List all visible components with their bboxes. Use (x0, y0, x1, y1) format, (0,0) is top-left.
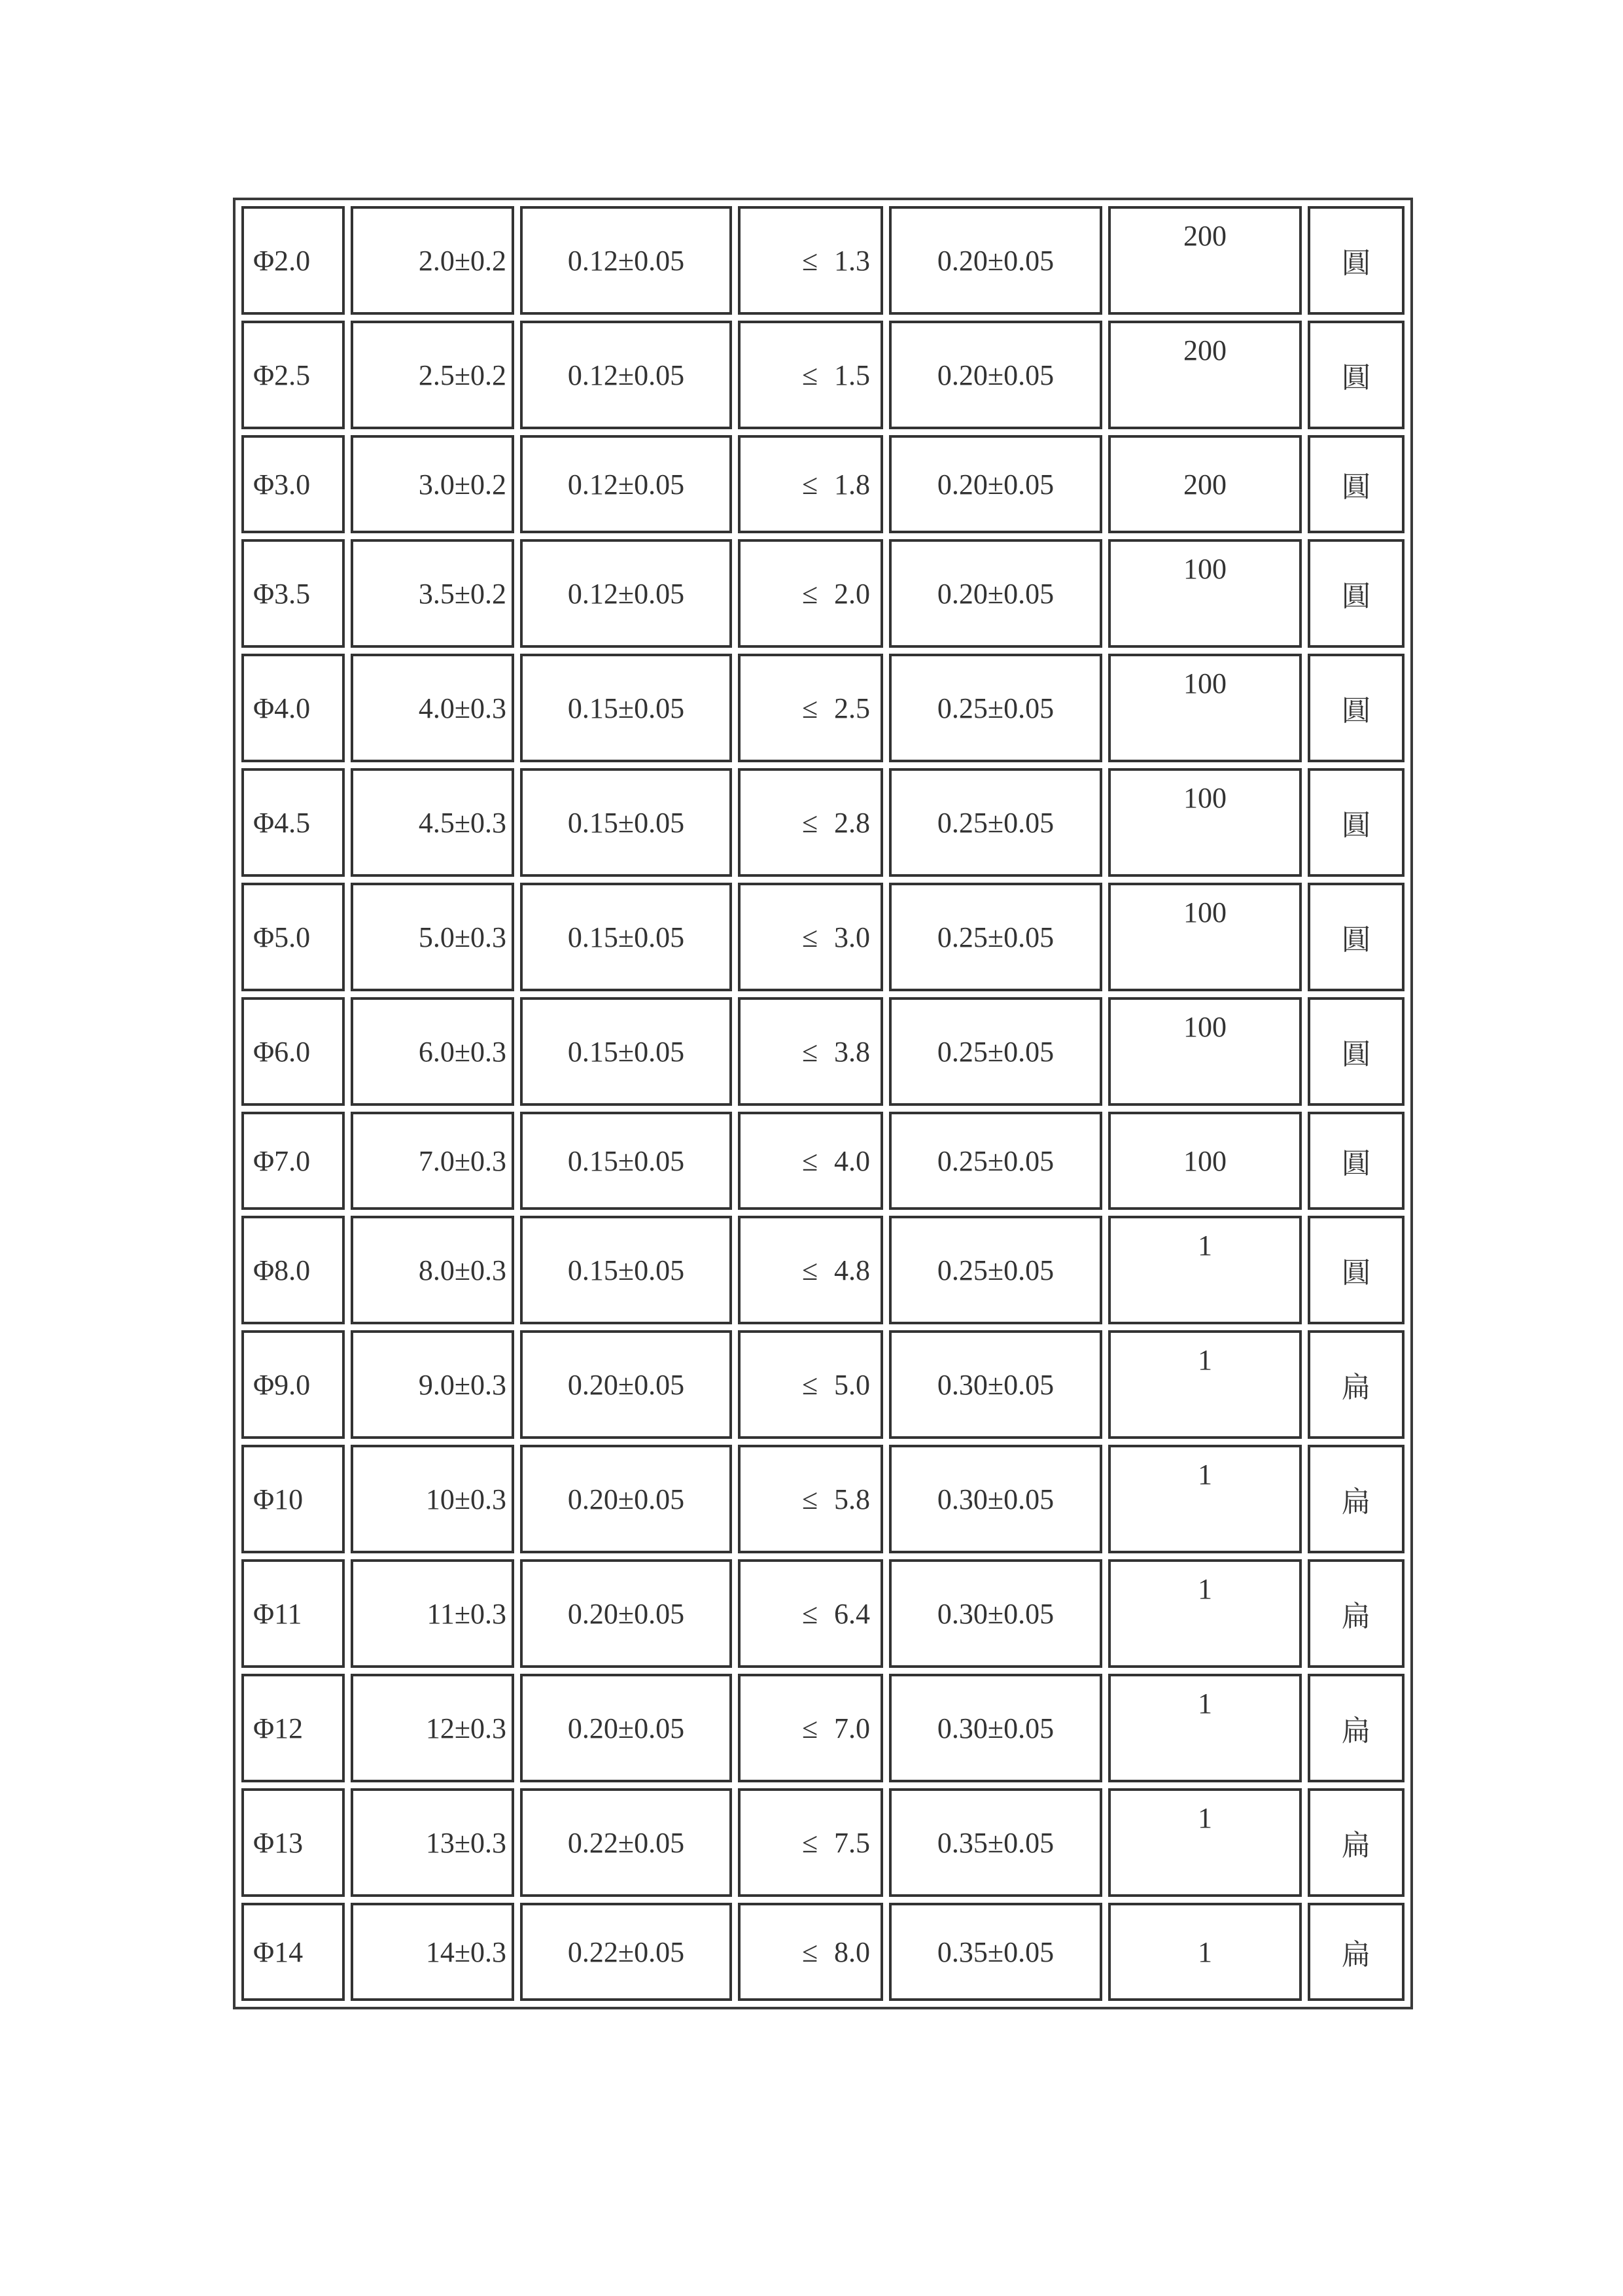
cell-max-value: ≤ 6.4 (738, 1559, 883, 1668)
cell-max-value: ≤ 1.5 (738, 321, 883, 429)
cell-size: Φ2.0 (241, 206, 345, 315)
cell-diameter-tolerance: 6.0±0.3 (351, 997, 514, 1106)
cell-max-value: ≤ 4.0 (738, 1112, 883, 1210)
cell-max-value: ≤ 1.3 (738, 206, 883, 315)
cell-size: Φ3.5 (241, 539, 345, 648)
cell-size: Φ9.0 (241, 1330, 345, 1439)
cell-size: Φ3.0 (241, 435, 345, 533)
cell-size: Φ8.0 (241, 1216, 345, 1324)
cell-quantity: 1 (1108, 1559, 1302, 1668)
table-row (241, 1330, 1405, 1439)
cell-shape: 圓 (1308, 997, 1405, 1106)
cell-size: Φ4.0 (241, 654, 345, 762)
table-row (241, 1788, 1405, 1897)
cell-shape: 圓 (1308, 883, 1405, 991)
cell-max-value: ≤ 8.0 (738, 1903, 883, 2001)
table-row (241, 435, 1405, 533)
table-row (241, 539, 1405, 648)
cell-max-value: ≤ 2.8 (738, 768, 883, 877)
cell-thickness-tolerance: 0.20±0.05 (520, 1559, 732, 1668)
table-row (241, 883, 1405, 991)
cell-quantity: 1 (1108, 1330, 1302, 1439)
cell-size: Φ2.5 (241, 321, 345, 429)
table-row (241, 1445, 1405, 1553)
cell-size: Φ7.0 (241, 1112, 345, 1210)
cell-quantity: 100 (1108, 997, 1302, 1106)
cell-thickness-tolerance: 0.15±0.05 (520, 654, 732, 762)
cell-diameter-tolerance: 5.0±0.3 (351, 883, 514, 991)
cell-diameter-tolerance: 11±0.3 (351, 1559, 514, 1668)
cell-size: Φ12 (241, 1674, 345, 1782)
cell-shape: 圓 (1308, 435, 1405, 533)
cell-max-value: ≤ 2.5 (738, 654, 883, 762)
cell-diameter-tolerance: 7.0±0.3 (351, 1112, 514, 1210)
cell-thickness-tolerance: 0.12±0.05 (520, 321, 732, 429)
cell-secondary-tolerance: 0.35±0.05 (889, 1903, 1102, 2001)
cell-thickness-tolerance: 0.12±0.05 (520, 435, 732, 533)
cell-thickness-tolerance: 0.15±0.05 (520, 883, 732, 991)
cell-max-value: ≤ 5.0 (738, 1330, 883, 1439)
cell-size: Φ14 (241, 1903, 345, 2001)
cell-diameter-tolerance: 8.0±0.3 (351, 1216, 514, 1324)
cell-thickness-tolerance: 0.15±0.05 (520, 997, 732, 1106)
table-row (241, 1216, 1405, 1324)
table-row (241, 206, 1405, 315)
cell-shape: 圓 (1308, 654, 1405, 762)
spec-table-body (241, 206, 1405, 2001)
cell-secondary-tolerance: 0.30±0.05 (889, 1330, 1102, 1439)
cell-shape: 圓 (1308, 539, 1405, 648)
spec-table (233, 198, 1413, 2009)
cell-diameter-tolerance: 2.5±0.2 (351, 321, 514, 429)
cell-diameter-tolerance: 9.0±0.3 (351, 1330, 514, 1439)
cell-shape: 圓 (1308, 206, 1405, 315)
cell-size: Φ10 (241, 1445, 345, 1553)
cell-secondary-tolerance: 0.30±0.05 (889, 1674, 1102, 1782)
cell-size: Φ5.0 (241, 883, 345, 991)
cell-secondary-tolerance: 0.25±0.05 (889, 654, 1102, 762)
cell-quantity: 200 (1108, 435, 1302, 533)
cell-secondary-tolerance: 0.30±0.05 (889, 1445, 1102, 1553)
cell-shape: 圓 (1308, 321, 1405, 429)
cell-size: Φ4.5 (241, 768, 345, 877)
cell-diameter-tolerance: 10±0.3 (351, 1445, 514, 1553)
cell-thickness-tolerance: 0.12±0.05 (520, 539, 732, 648)
cell-quantity: 100 (1108, 1112, 1302, 1210)
cell-quantity: 100 (1108, 883, 1302, 991)
cell-max-value: ≤ 3.8 (738, 997, 883, 1106)
cell-secondary-tolerance: 0.25±0.05 (889, 1216, 1102, 1324)
cell-shape: 扁 (1308, 1330, 1405, 1439)
cell-shape: 圓 (1308, 768, 1405, 877)
cell-diameter-tolerance: 2.0±0.2 (351, 206, 514, 315)
cell-secondary-tolerance: 0.20±0.05 (889, 206, 1102, 315)
cell-thickness-tolerance: 0.20±0.05 (520, 1330, 732, 1439)
cell-quantity: 1 (1108, 1788, 1302, 1897)
cell-thickness-tolerance: 0.15±0.05 (520, 768, 732, 877)
cell-diameter-tolerance: 3.5±0.2 (351, 539, 514, 648)
cell-quantity: 200 (1108, 206, 1302, 315)
cell-secondary-tolerance: 0.20±0.05 (889, 435, 1102, 533)
cell-thickness-tolerance: 0.12±0.05 (520, 206, 732, 315)
cell-thickness-tolerance: 0.20±0.05 (520, 1674, 732, 1782)
cell-shape: 扁 (1308, 1559, 1405, 1668)
cell-max-value: ≤ 4.8 (738, 1216, 883, 1324)
cell-diameter-tolerance: 4.0±0.3 (351, 654, 514, 762)
table-row (241, 654, 1405, 762)
cell-secondary-tolerance: 0.25±0.05 (889, 883, 1102, 991)
cell-max-value: ≤ 2.0 (738, 539, 883, 648)
cell-size: Φ6.0 (241, 997, 345, 1106)
cell-secondary-tolerance: 0.25±0.05 (889, 997, 1102, 1106)
table-row (241, 321, 1405, 429)
cell-shape: 圓 (1308, 1112, 1405, 1210)
cell-size: Φ11 (241, 1559, 345, 1668)
cell-thickness-tolerance: 0.15±0.05 (520, 1216, 732, 1324)
table-row (241, 997, 1405, 1106)
table-row (241, 1674, 1405, 1782)
cell-quantity: 1 (1108, 1445, 1302, 1553)
cell-max-value: ≤ 5.8 (738, 1445, 883, 1553)
cell-shape: 扁 (1308, 1903, 1405, 2001)
cell-diameter-tolerance: 12±0.3 (351, 1674, 514, 1782)
table-row (241, 768, 1405, 877)
cell-max-value: ≤ 1.8 (738, 435, 883, 533)
cell-diameter-tolerance: 13±0.3 (351, 1788, 514, 1897)
table-row (241, 1559, 1405, 1668)
cell-diameter-tolerance: 14±0.3 (351, 1903, 514, 2001)
cell-diameter-tolerance: 4.5±0.3 (351, 768, 514, 877)
cell-secondary-tolerance: 0.20±0.05 (889, 539, 1102, 648)
cell-secondary-tolerance: 0.30±0.05 (889, 1559, 1102, 1668)
cell-quantity: 100 (1108, 539, 1302, 648)
cell-quantity: 100 (1108, 654, 1302, 762)
table-row (241, 1112, 1405, 1210)
table-row (241, 1903, 1405, 2001)
cell-diameter-tolerance: 3.0±0.2 (351, 435, 514, 533)
cell-quantity: 1 (1108, 1216, 1302, 1324)
cell-size: Φ13 (241, 1788, 345, 1897)
cell-quantity: 200 (1108, 321, 1302, 429)
cell-max-value: ≤ 7.5 (738, 1788, 883, 1897)
cell-shape: 圓 (1308, 1216, 1405, 1324)
cell-quantity: 100 (1108, 768, 1302, 877)
cell-shape: 扁 (1308, 1674, 1405, 1782)
cell-shape: 扁 (1308, 1788, 1405, 1897)
cell-thickness-tolerance: 0.22±0.05 (520, 1903, 732, 2001)
cell-quantity: 1 (1108, 1903, 1302, 2001)
cell-quantity: 1 (1108, 1674, 1302, 1782)
cell-secondary-tolerance: 0.35±0.05 (889, 1788, 1102, 1897)
cell-secondary-tolerance: 0.25±0.05 (889, 1112, 1102, 1210)
cell-max-value: ≤ 7.0 (738, 1674, 883, 1782)
cell-thickness-tolerance: 0.15±0.05 (520, 1112, 732, 1210)
cell-thickness-tolerance: 0.20±0.05 (520, 1445, 732, 1553)
cell-thickness-tolerance: 0.22±0.05 (520, 1788, 732, 1897)
cell-secondary-tolerance: 0.25±0.05 (889, 768, 1102, 877)
cell-shape: 扁 (1308, 1445, 1405, 1553)
cell-max-value: ≤ 3.0 (738, 883, 883, 991)
cell-secondary-tolerance: 0.20±0.05 (889, 321, 1102, 429)
